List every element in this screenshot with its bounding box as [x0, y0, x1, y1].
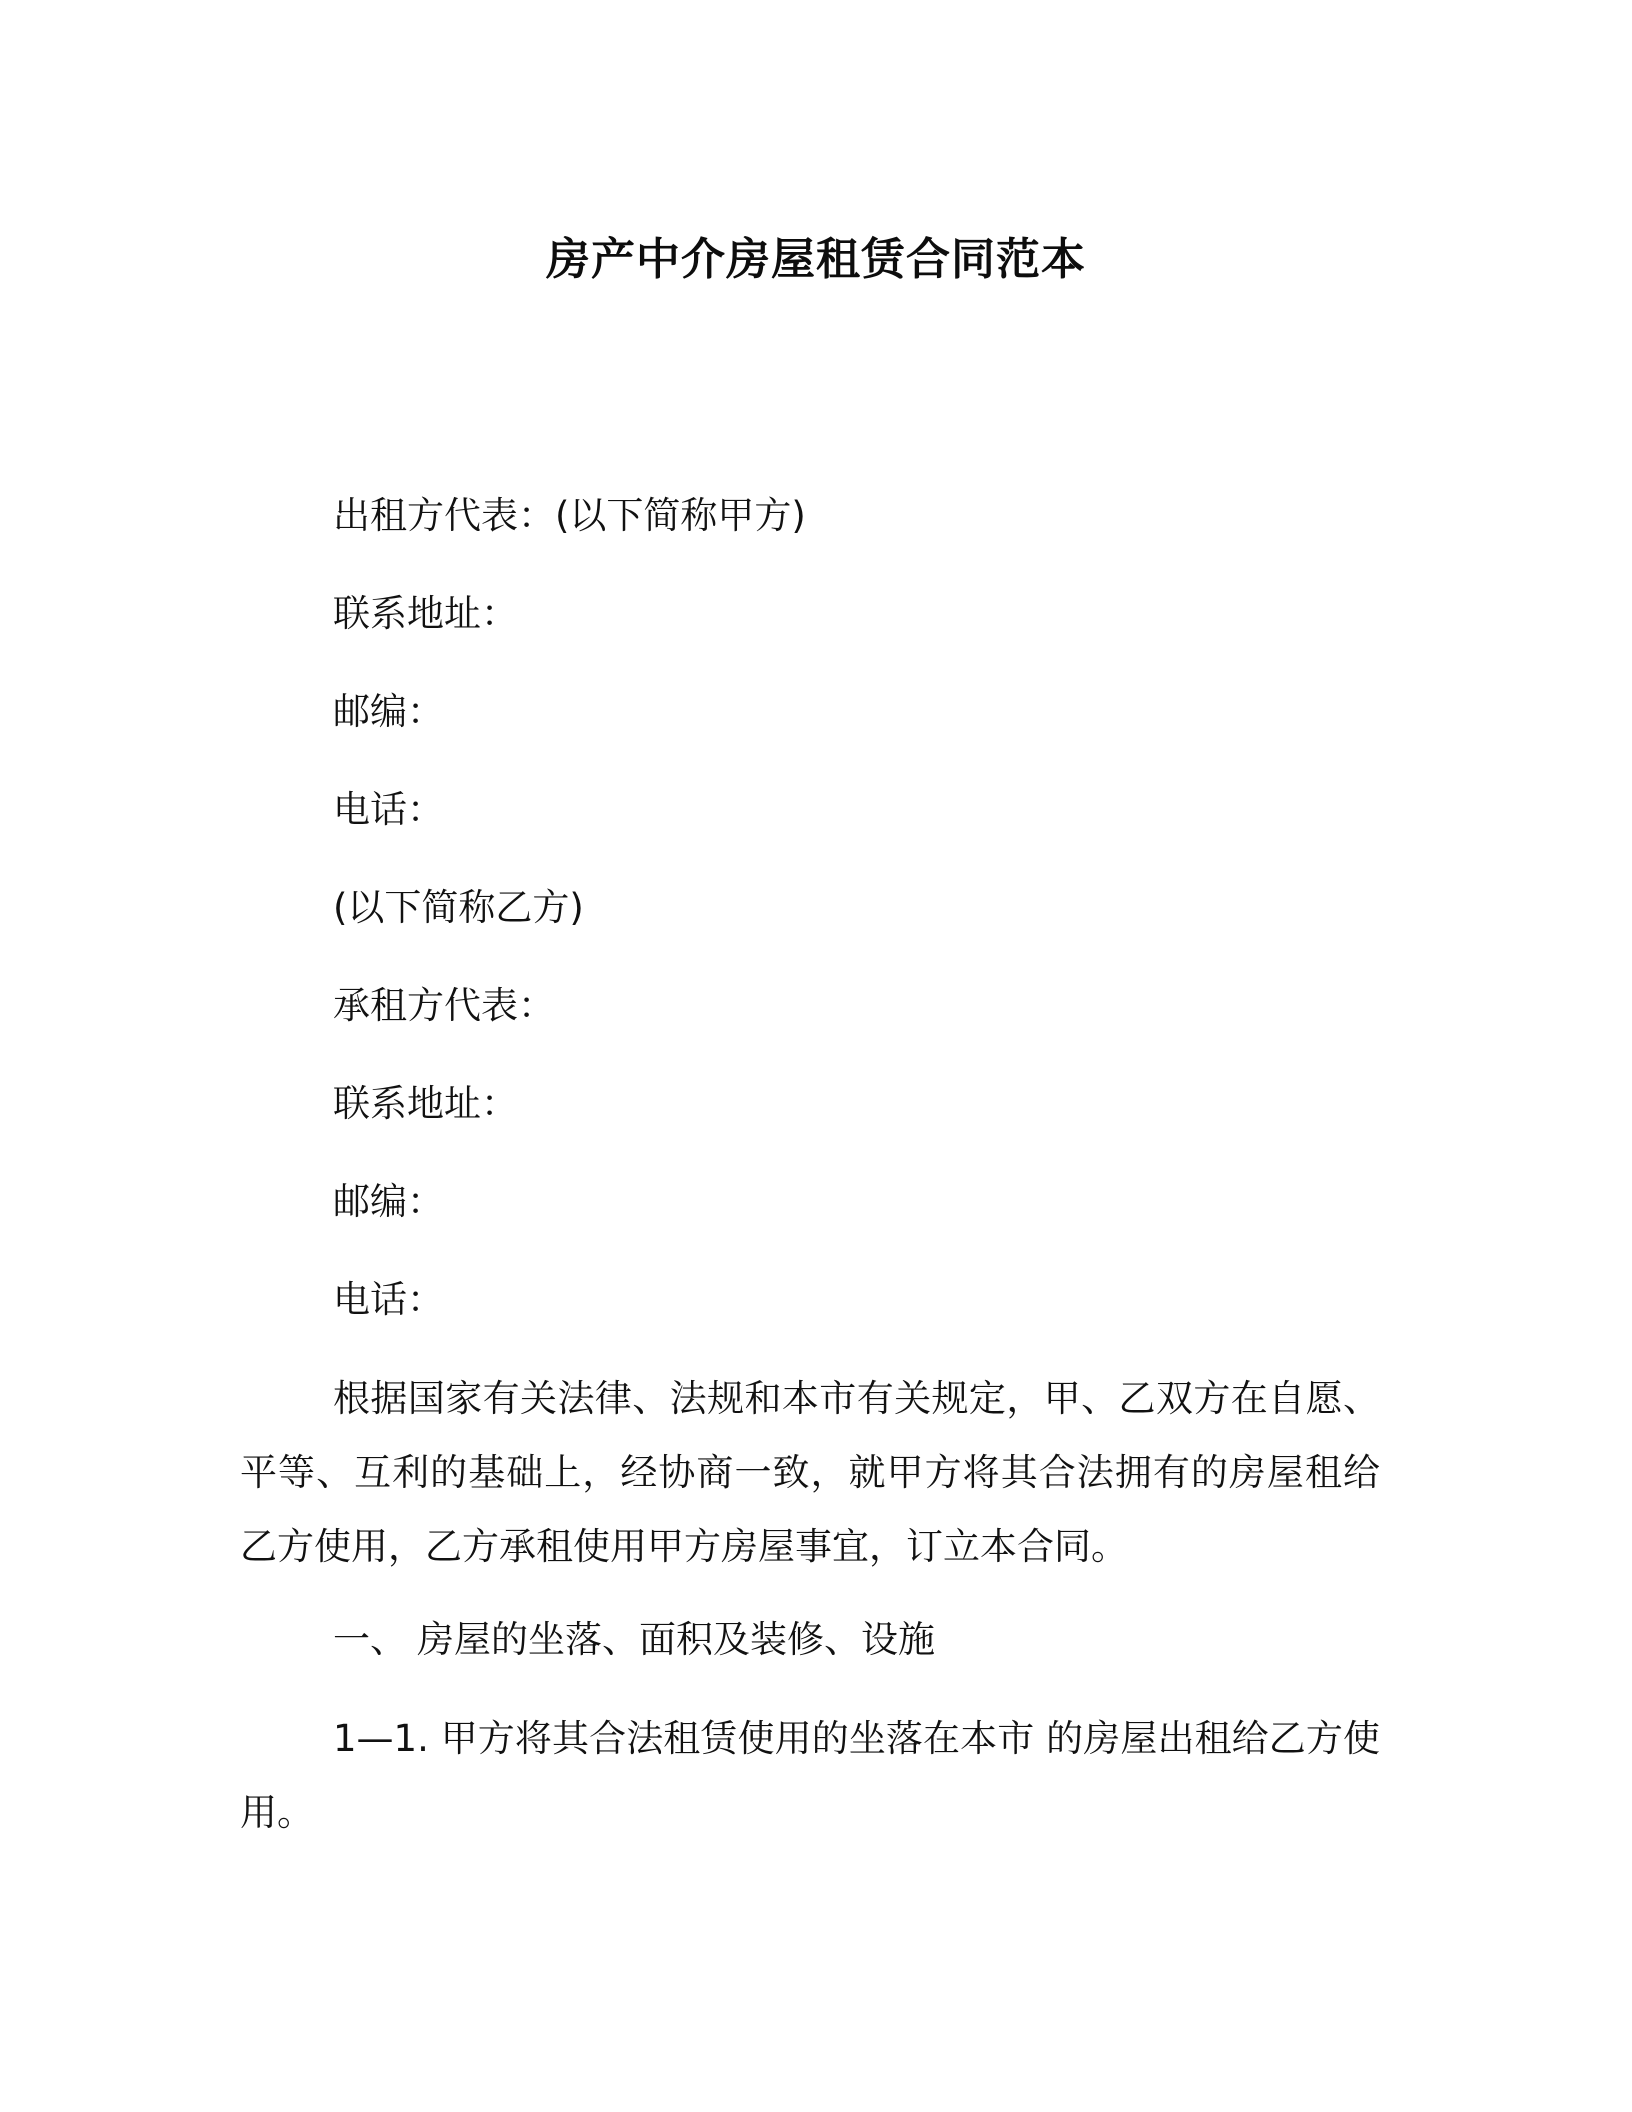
- document-title: 房产中介房屋租赁合同范本: [546, 234, 1086, 285]
- section-number: 一、: [333, 1618, 407, 1661]
- lessee-postcode-line: 邮编：: [333, 1180, 444, 1223]
- lessor-address-line: 联系地址：: [333, 592, 518, 635]
- lessee-address-line: 联系地址：: [333, 1082, 518, 1125]
- section-1-heading: [333, 1612, 935, 1668]
- lessor-phone-line: 电话：: [333, 788, 444, 831]
- lessee-representative-line: 承租方代表：: [333, 984, 555, 1027]
- section-title: 房屋的坐落、面积及装修、设施: [417, 1618, 935, 1661]
- clause-1-1-paragraph: 1—1. 甲方将其合法租赁使用的坐落在本市 的房屋出租给乙方使用。: [240, 1717, 1380, 1834]
- lessor-postcode-line: 邮编：: [333, 690, 444, 733]
- lessee-abbreviation-line: (以下简称乙方): [333, 886, 584, 929]
- lessor-representative-line: 出租方代表：(以下简称甲方): [333, 494, 806, 537]
- lessee-phone-line: 电话：: [333, 1278, 444, 1321]
- preamble-paragraph: 根据国家有关法律、法规和本市有关规定，甲、乙双方在自愿、平等、互利的基础上，经协商一致，就甲方将其合法拥有的房屋租给乙方使用，乙方承租使用甲方房屋事宜，订立本合同。: [240, 1377, 1380, 1568]
